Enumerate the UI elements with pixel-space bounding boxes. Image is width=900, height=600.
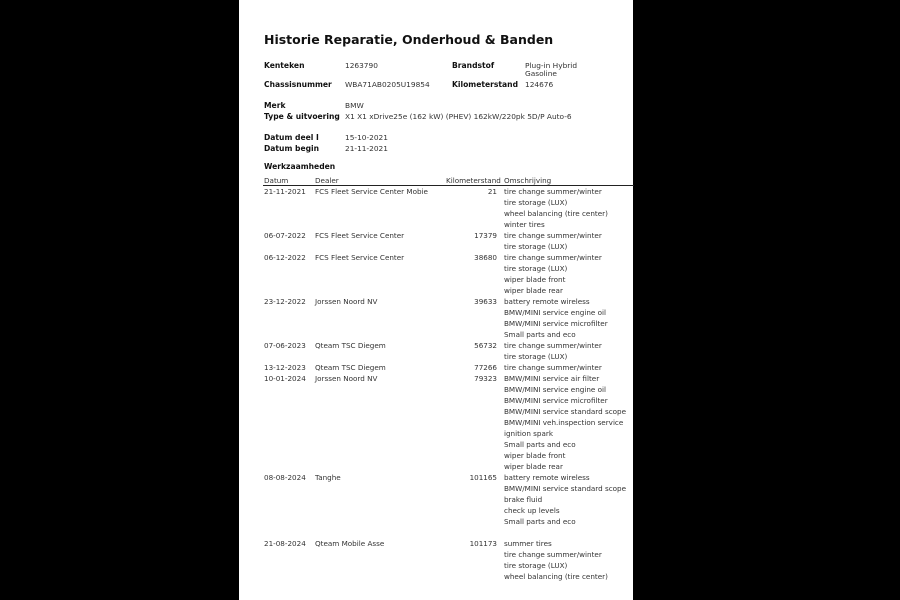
row-kilometerstand: 17379 <box>474 231 497 240</box>
merk-label: Merk <box>264 101 286 110</box>
row-dealer: Tanghe <box>315 473 341 482</box>
row-description: tire change summer/winter <box>504 363 602 372</box>
row-date: 13-12-2023 <box>264 363 306 372</box>
page-title: Historie Reparatie, Onderhoud & Banden <box>264 32 554 47</box>
row-kilometerstand: 56732 <box>474 341 497 350</box>
row-description: wiper blade rear <box>504 462 563 471</box>
row-date: 06-12-2022 <box>264 253 306 262</box>
row-description: tire change summer/winter <box>504 550 602 559</box>
row-dealer: Qteam TSC Diegem <box>315 363 386 372</box>
datum-begin-value: 21-11-2021 <box>345 144 388 153</box>
row-kilometerstand: 101165 <box>469 473 497 482</box>
chassis-label: Chassisnummer <box>264 80 332 89</box>
header-dealer: Dealer <box>315 176 339 185</box>
row-description: BMW/MINI service standard scope <box>504 407 627 416</box>
row-description: BMW/MINI service microfilter <box>504 396 608 405</box>
datum-deel-value: 15-10-2021 <box>345 133 388 142</box>
row-kilometerstand: 77266 <box>474 363 497 372</box>
row-kilometerstand: 101173 <box>469 539 497 548</box>
row-description: BMW/MINI service engine oil <box>504 385 606 394</box>
row-description: BMW/MINI service microfilter <box>504 319 608 328</box>
row-description: tire storage (LUX) <box>504 352 568 361</box>
row-date: 08-08-2024 <box>264 473 306 482</box>
row-description: battery remote wireless <box>504 473 590 482</box>
row-description: check up levels <box>504 506 560 515</box>
row-description: tire change summer/winter <box>504 341 602 350</box>
row-description: Small parts and eco <box>504 330 576 339</box>
chassis-value: WBA71AB0205U19854 <box>345 80 430 89</box>
kilometerstand-label: Kilometerstand <box>452 80 519 89</box>
section-title: Werkzaamheden <box>264 162 336 171</box>
row-date: 23-12-2022 <box>264 297 306 306</box>
row-kilometerstand: 38680 <box>474 253 497 262</box>
row-description: wiper blade front <box>504 451 566 460</box>
kilometerstand-value: 124676 <box>525 80 554 89</box>
row-description: Small parts and eco <box>504 517 576 526</box>
row-description: wiper blade front <box>504 275 566 284</box>
row-description: battery remote wireless <box>504 297 590 306</box>
row-description: tire change summer/winter <box>504 253 602 262</box>
row-dealer: Qteam TSC Diegem <box>315 341 386 350</box>
row-kilometerstand: 79323 <box>474 374 497 383</box>
row-date: 06-07-2022 <box>264 231 306 240</box>
row-description: Small parts and eco <box>504 440 576 449</box>
row-description: tire storage (LUX) <box>504 198 568 207</box>
row-dealer: Qteam Mobile Asse <box>315 539 385 548</box>
row-description: BMW/MINI service engine oil <box>504 308 606 317</box>
row-dealer: Jorssen Noord NV <box>315 374 378 383</box>
row-description: BMW/MINI service standard scope <box>504 484 627 493</box>
row-description: winter tires <box>504 220 545 229</box>
header-omschrijving: Omschrijving <box>504 176 552 185</box>
header-kilometerstand: Kilometerstand <box>446 176 501 185</box>
row-description: ignition spark <box>504 429 553 438</box>
row-description: BMW/MINI veh.inspection service <box>504 418 624 427</box>
row-description: tire storage (LUX) <box>504 561 568 570</box>
document-page <box>239 0 633 600</box>
row-description: tire storage (LUX) <box>504 242 568 251</box>
brandstof-value-2: Gasoline <box>525 69 557 78</box>
row-dealer: Jorssen Noord NV <box>315 297 378 306</box>
datum-begin-label: Datum begin <box>264 144 320 153</box>
datum-deel-label: Datum deel I <box>264 133 319 142</box>
row-dealer: FCS Fleet Service Center Mobie <box>315 187 428 196</box>
row-description: tire change summer/winter <box>504 187 602 196</box>
row-dealer: FCS Fleet Service Center <box>315 231 405 240</box>
row-description: wheel balancing (tire center) <box>504 209 608 218</box>
row-description: wheel balancing (tire center) <box>504 572 608 581</box>
type-label: Type & uitvoering <box>264 112 340 121</box>
kenteken-value: 1263790 <box>345 61 378 70</box>
merk-value: BMW <box>345 101 364 110</box>
row-description: brake fluid <box>504 495 543 504</box>
brandstof-value-1: Plug-in Hybrid <box>525 61 578 70</box>
row-kilometerstand: 39633 <box>474 297 497 306</box>
row-description: summer tires <box>504 539 552 548</box>
row-date: 07-06-2023 <box>264 341 306 350</box>
row-kilometerstand: 21 <box>487 187 497 196</box>
kenteken-label: Kenteken <box>264 61 305 70</box>
row-date: 10-01-2024 <box>264 374 306 383</box>
brandstof-label: Brandstof <box>452 61 495 70</box>
row-description: tire change summer/winter <box>504 231 602 240</box>
row-description: BMW/MINI service air filter <box>504 374 600 383</box>
row-description: wiper blade rear <box>504 286 563 295</box>
row-date: 21-11-2021 <box>264 187 306 196</box>
header-datum: Datum <box>264 176 289 185</box>
row-dealer: FCS Fleet Service Center <box>315 253 405 262</box>
row-date: 21-08-2024 <box>264 539 306 548</box>
row-description: tire storage (LUX) <box>504 264 568 273</box>
type-value: X1 X1 xDrive25e (162 kW) (PHEV) 162kW/220pk 5D/P Auto-6 <box>345 112 572 121</box>
